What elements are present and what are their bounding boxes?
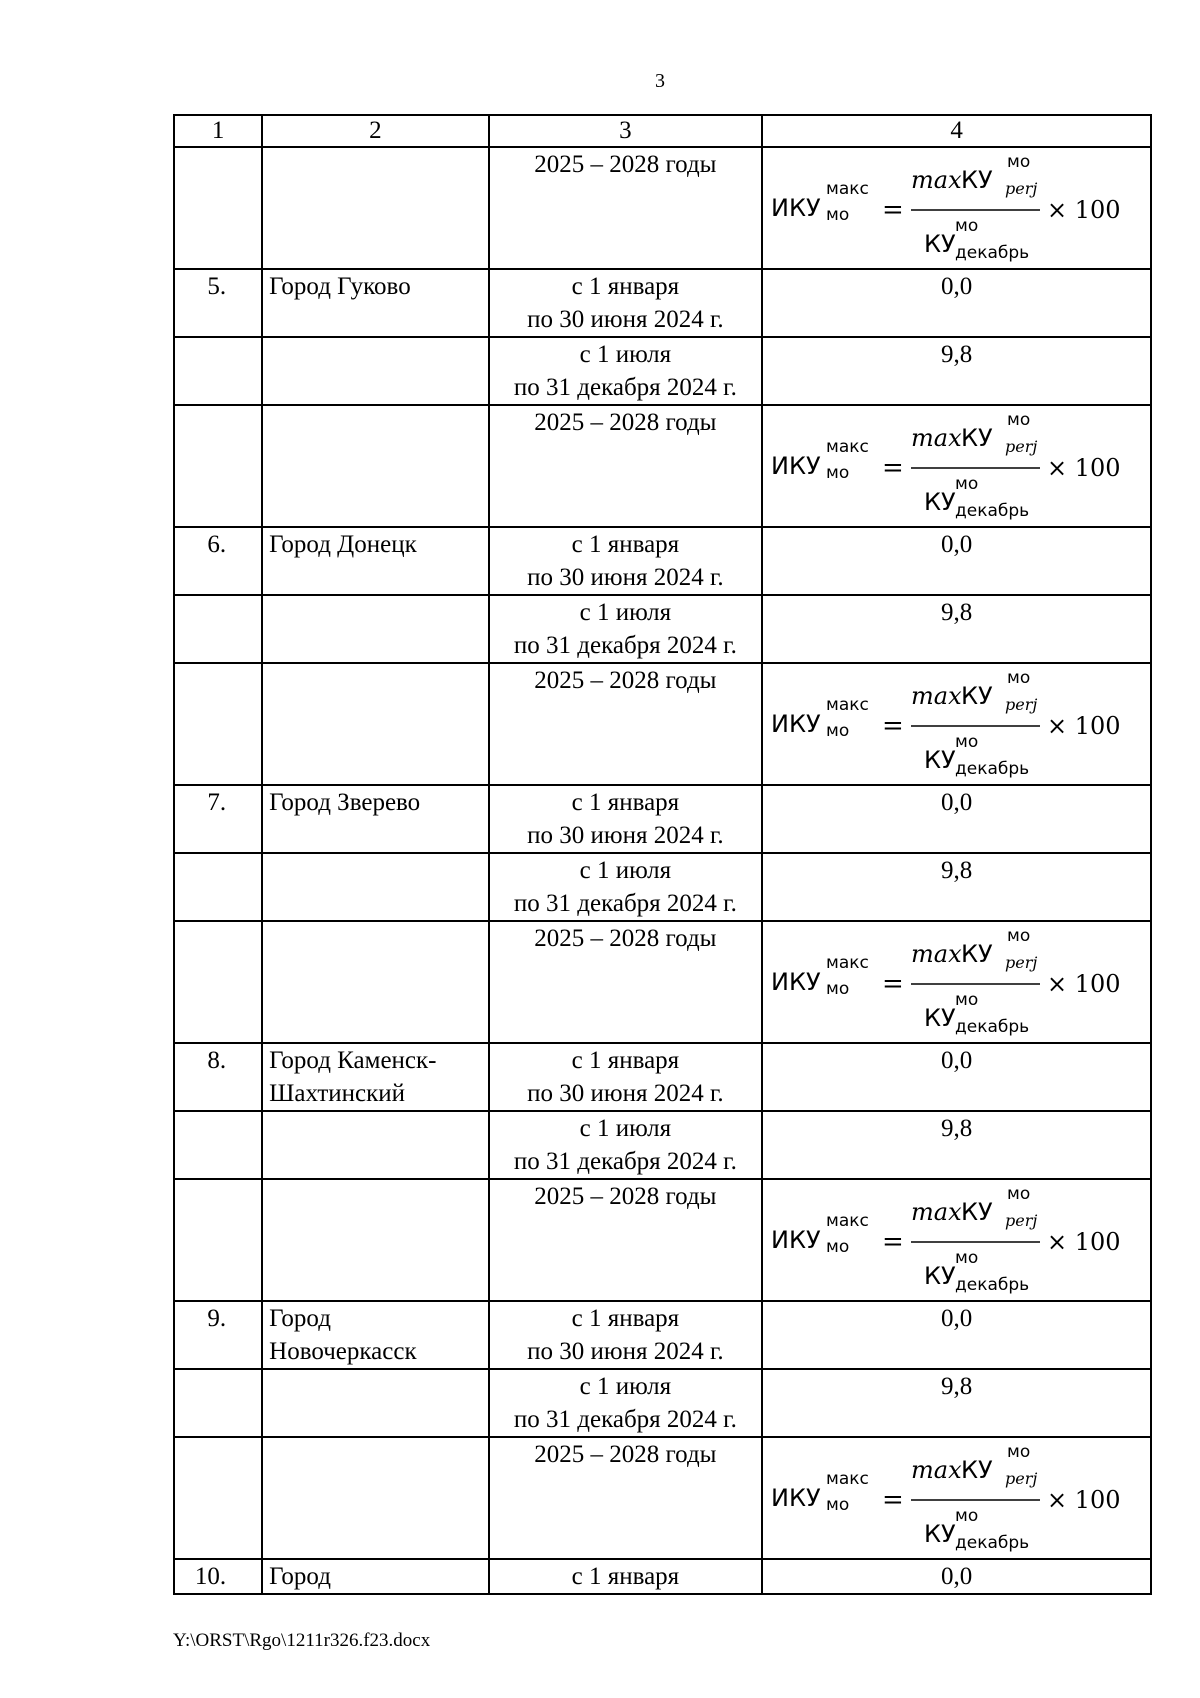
- formula-num-sup: мо: [1007, 926, 1031, 946]
- formula-num-sub: perj: [1005, 953, 1038, 972]
- formula-den-sub: декабрь: [955, 1017, 1030, 1037]
- row-number-cell: [174, 1369, 262, 1437]
- table-row: [174, 1369, 1151, 1437]
- table-row: [174, 405, 1151, 527]
- value-cell: 0,0: [762, 527, 1151, 595]
- municipality-name-cell: [262, 147, 488, 269]
- formula-lhs-sub: мо: [826, 979, 850, 999]
- row-number-cell: [174, 921, 262, 1043]
- formula-lhs-sup: макс: [826, 695, 870, 715]
- municipality-name-cell: Город Зверево: [262, 785, 488, 853]
- formula-num-base: КУ: [961, 940, 993, 968]
- formula-multiplier: × 100: [1047, 454, 1121, 482]
- municipality-name-cell: [262, 1437, 488, 1559]
- table-row: [174, 337, 1151, 405]
- formula-cell: [762, 147, 1151, 269]
- formula-cell: [762, 1437, 1151, 1559]
- period-cell: с 1 января по 30 июня 2024 г.: [489, 785, 763, 853]
- formula-num-sub: perj: [1005, 695, 1038, 714]
- table-row: [174, 663, 1151, 785]
- formula-lhs-sup: макс: [826, 1211, 870, 1231]
- value-cell: 9,8: [762, 1111, 1151, 1179]
- formula-lhs-base: ИКУ: [771, 710, 821, 738]
- formula-num-base: КУ: [961, 166, 993, 194]
- formula-num-sup: мо: [1007, 1184, 1031, 1204]
- formula-num-sub: perj: [1005, 437, 1038, 456]
- tariff-table: [173, 114, 1152, 1595]
- table-row: [174, 785, 1151, 853]
- value-cell: 0,0: [762, 1301, 1151, 1369]
- formula-max: max: [911, 166, 962, 194]
- formula-num-sup: мо: [1007, 1442, 1031, 1462]
- formula-den-base: КУ: [924, 1262, 956, 1290]
- formula-den-sub: декабрь: [955, 1533, 1030, 1553]
- capacity-index-formula: [763, 1180, 1149, 1300]
- formula-num-base: КУ: [961, 1198, 993, 1226]
- table-row: [174, 1559, 1151, 1594]
- value-cell: 0,0: [762, 269, 1151, 337]
- formula-den-sup: мо: [955, 732, 979, 752]
- row-number-cell: 6.: [174, 527, 262, 595]
- formula-den-base: КУ: [924, 488, 956, 516]
- row-number-cell: [174, 595, 262, 663]
- formula-num-sup: мо: [1007, 668, 1031, 688]
- period-cell: с 1 января по 30 июня 2024 г.: [489, 1301, 763, 1369]
- municipality-name-cell: [262, 921, 488, 1043]
- formula-den-sup: мо: [955, 1248, 979, 1268]
- period-cell: 2025 – 2028 годы: [489, 405, 763, 527]
- capacity-index-formula: [763, 664, 1149, 784]
- period-cell: с 1 июля по 31 декабря 2024 г.: [489, 1111, 763, 1179]
- formula-num-sup: мо: [1007, 410, 1031, 430]
- header-cell-3: 3: [489, 115, 763, 147]
- municipality-name-cell: Город Донецк: [262, 527, 488, 595]
- formula-lhs-sub: мо: [826, 721, 850, 741]
- value-cell: 9,8: [762, 337, 1151, 405]
- period-cell: 2025 – 2028 годы: [489, 1437, 763, 1559]
- formula-cell: [762, 405, 1151, 527]
- row-number-cell: [174, 147, 262, 269]
- municipality-name-cell: [262, 663, 488, 785]
- formula-equals: =: [882, 195, 904, 225]
- formula-den-sup: мо: [955, 990, 979, 1010]
- row-number-cell: [174, 1179, 262, 1301]
- formula-num-sup: мо: [1007, 152, 1031, 172]
- table-row: [174, 147, 1151, 269]
- formula-max: max: [911, 1198, 962, 1226]
- municipality-name-cell: Город Каменск- Шахтинский: [262, 1043, 488, 1111]
- formula-num-base: КУ: [961, 1456, 993, 1484]
- formula-cell: [762, 921, 1151, 1043]
- municipality-name-cell: Город Гуково: [262, 269, 488, 337]
- table-row: [174, 595, 1151, 663]
- table-row: [174, 1301, 1151, 1369]
- row-number-cell: [174, 1437, 262, 1559]
- period-cell: с 1 января по 30 июня 2024 г.: [489, 269, 763, 337]
- formula-den-sup: мо: [955, 1506, 979, 1526]
- formula-multiplier: × 100: [1047, 970, 1121, 998]
- period-cell: с 1 июля по 31 декабря 2024 г.: [489, 853, 763, 921]
- formula-equals: =: [882, 711, 904, 741]
- capacity-index-formula: [763, 922, 1149, 1042]
- header-cell-1: 1: [174, 115, 262, 147]
- formula-max: max: [911, 682, 962, 710]
- formula-den-base: КУ: [924, 1004, 956, 1032]
- formula-lhs-base: ИКУ: [771, 194, 821, 222]
- period-cell: 2025 – 2028 годы: [489, 663, 763, 785]
- row-number-cell: 10.: [174, 1559, 262, 1594]
- formula-multiplier: × 100: [1047, 196, 1121, 224]
- row-number-cell: [174, 405, 262, 527]
- municipality-name-cell: [262, 595, 488, 663]
- formula-den-base: КУ: [924, 1520, 956, 1548]
- row-number-cell: 9.: [174, 1301, 262, 1369]
- capacity-index-formula: [763, 1438, 1149, 1558]
- table-row: [174, 853, 1151, 921]
- table-row: [174, 1111, 1151, 1179]
- table-header-row: [174, 115, 1151, 147]
- row-number-cell: [174, 337, 262, 405]
- page-number: 3: [655, 70, 665, 92]
- formula-lhs-sub: мо: [826, 205, 850, 225]
- formula-lhs-sub: мо: [826, 1495, 850, 1515]
- capacity-index-formula: [763, 406, 1149, 526]
- municipality-name-cell: [262, 853, 488, 921]
- value-cell: 9,8: [762, 1369, 1151, 1437]
- formula-den-sub: декабрь: [955, 1275, 1030, 1295]
- row-number-cell: [174, 853, 262, 921]
- formula-lhs-base: ИКУ: [771, 1484, 821, 1512]
- row-number-cell: 8.: [174, 1043, 262, 1111]
- formula-multiplier: × 100: [1047, 712, 1121, 740]
- formula-max: max: [911, 940, 962, 968]
- formula-num-base: КУ: [961, 424, 993, 452]
- formula-max: max: [911, 1456, 962, 1484]
- formula-max: max: [911, 424, 962, 452]
- formula-num-sub: perj: [1005, 1469, 1038, 1488]
- formula-num-sub: perj: [1005, 1211, 1038, 1230]
- header-cell-4: 4: [762, 115, 1151, 147]
- value-cell: 9,8: [762, 853, 1151, 921]
- formula-den-base: КУ: [924, 746, 956, 774]
- formula-lhs-sub: мо: [826, 1237, 850, 1257]
- formula-cell: [762, 1179, 1151, 1301]
- formula-lhs-sup: макс: [826, 1469, 870, 1489]
- row-number-cell: [174, 1111, 262, 1179]
- table-row: [174, 269, 1151, 337]
- formula-lhs-sub: мо: [826, 463, 850, 483]
- formula-equals: =: [882, 453, 904, 483]
- table-row: [174, 527, 1151, 595]
- formula-num-base: КУ: [961, 682, 993, 710]
- table-row: [174, 1179, 1151, 1301]
- formula-lhs-sup: макс: [826, 179, 870, 199]
- period-cell: 2025 – 2028 годы: [489, 1179, 763, 1301]
- period-cell: с 1 июля по 31 декабря 2024 г.: [489, 1369, 763, 1437]
- value-cell: 0,0: [762, 1559, 1151, 1594]
- value-cell: 0,0: [762, 1043, 1151, 1111]
- period-cell: 2025 – 2028 годы: [489, 921, 763, 1043]
- period-cell: 2025 – 2028 годы: [489, 147, 763, 269]
- formula-lhs-base: ИКУ: [771, 452, 821, 480]
- formula-den-sup: мо: [955, 474, 979, 494]
- formula-num-sub: perj: [1005, 179, 1038, 198]
- formula-lhs-base: ИКУ: [771, 968, 821, 996]
- formula-equals: =: [882, 1227, 904, 1257]
- municipality-name-cell: [262, 1179, 488, 1301]
- formula-multiplier: × 100: [1047, 1486, 1121, 1514]
- formula-cell: [762, 663, 1151, 785]
- capacity-index-formula: [763, 148, 1149, 268]
- formula-lhs-sup: макс: [826, 437, 870, 457]
- document-file-path: Y:\ORST\Rgo\1211r326.f23.docx: [173, 1630, 431, 1651]
- municipality-name-cell: [262, 1111, 488, 1179]
- period-cell: с 1 июля по 31 декабря 2024 г.: [489, 337, 763, 405]
- formula-den-sub: декабрь: [955, 501, 1030, 521]
- table-row: [174, 921, 1151, 1043]
- value-cell: 0,0: [762, 785, 1151, 853]
- period-cell: с 1 января по 30 июня 2024 г.: [489, 1043, 763, 1111]
- row-number-cell: 5.: [174, 269, 262, 337]
- period-cell: с 1 января по 30 июня 2024 г.: [489, 527, 763, 595]
- period-cell: с 1 января: [489, 1559, 763, 1594]
- formula-den-base: КУ: [924, 230, 956, 258]
- table-row: [174, 1043, 1151, 1111]
- row-number-cell: [174, 663, 262, 785]
- formula-den-sup: мо: [955, 216, 979, 236]
- municipality-name-cell: [262, 337, 488, 405]
- formula-multiplier: × 100: [1047, 1228, 1121, 1256]
- header-cell-2: 2: [262, 115, 488, 147]
- value-cell: 9,8: [762, 595, 1151, 663]
- municipality-name-cell: Город Новочеркасск: [262, 1301, 488, 1369]
- row-number-cell: 7.: [174, 785, 262, 853]
- formula-lhs-base: ИКУ: [771, 1226, 821, 1254]
- formula-lhs-sup: макс: [826, 953, 870, 973]
- period-cell: с 1 июля по 31 декабря 2024 г.: [489, 595, 763, 663]
- table-row: [174, 1437, 1151, 1559]
- formula-equals: =: [882, 1485, 904, 1515]
- formula-den-sub: декабрь: [955, 759, 1030, 779]
- municipality-name-cell: [262, 405, 488, 527]
- formula-equals: =: [882, 969, 904, 999]
- municipality-name-cell: Город: [262, 1559, 488, 1594]
- formula-den-sub: декабрь: [955, 243, 1030, 263]
- municipality-name-cell: [262, 1369, 488, 1437]
